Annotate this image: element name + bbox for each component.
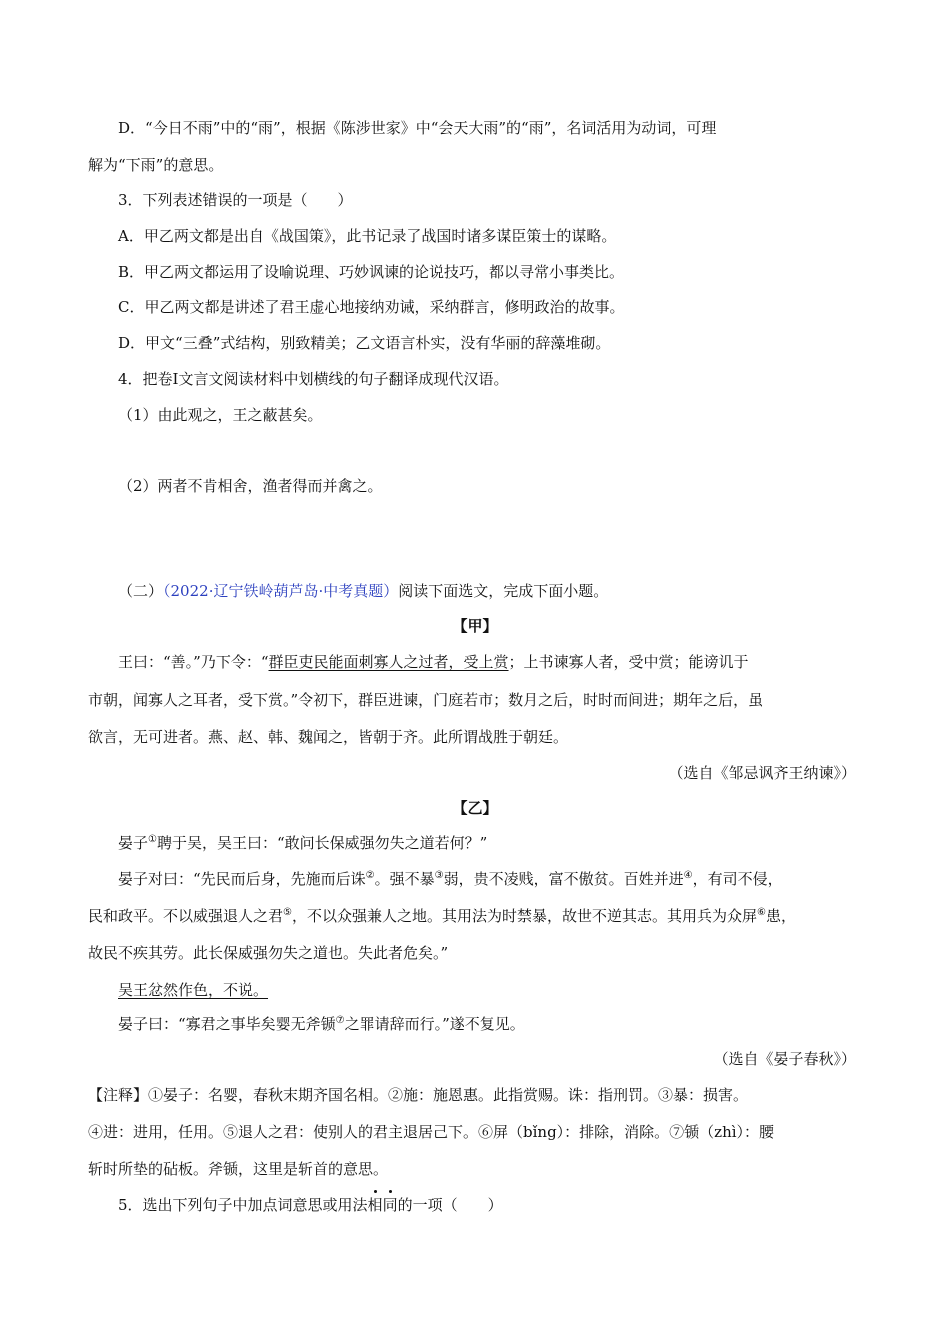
jia-source: （选自《邹忌讽齐王纳谏》） [668, 764, 856, 782]
note-ref-5: ⑤ [283, 907, 292, 918]
q2-option-d-line2: 解为“下雨”的意思。 [88, 156, 224, 174]
q4-stem: 4．把卷Ⅰ文言文阅读材料中划横线的句子翻译成现代汉语。 [118, 370, 509, 388]
note-ref-2: ② [365, 870, 375, 881]
note-ref-1: ① [148, 834, 157, 845]
notes-label: 【注释】 [88, 1086, 149, 1104]
yi-para3-c: 患， [765, 907, 796, 925]
q5-stem [118, 1195, 503, 1215]
q5-stem-b: 的一项（ ） [397, 1196, 503, 1214]
part2-source-link[interactable]: （2022·辽宁铁岭葫芦岛·中考真题） [163, 582, 399, 600]
part2-instruction: 阅读下面选文，完成下面小题。 [398, 582, 609, 600]
part2-heading [118, 581, 608, 601]
jia-line1-start: 王曰：“善。”乃下令：“ [118, 653, 269, 671]
notes-line1 [88, 1085, 748, 1105]
q4-sentence-2: （2）两者不肯相舍，渔者得而并禽之。 [118, 477, 383, 495]
yi-para3 [88, 906, 796, 926]
yi-para1-a: 晏子 [118, 834, 149, 852]
yi-para4: 故民不疾其劳。此长保威强勿失之道也。失此者危矣。” [88, 944, 449, 962]
q5-stem-a: 5．选出下列句子中加点词意思或用法 [118, 1196, 368, 1214]
yi-source: （选自《晏子春秋》） [713, 1050, 856, 1068]
yi-para2 [118, 869, 783, 889]
yi-para1 [118, 833, 487, 853]
q2-option-d-line1: D．“今日不雨”中的“雨”，根据《陈涉世家》中“会天大雨”的“雨”，名词活用为动词，可理 [118, 119, 717, 137]
note-ref-7: ⑦ [335, 1015, 345, 1026]
dotted-char-2: 同 [382, 1196, 398, 1214]
jia-underlined-sentence: 群臣吏民能面刺寡人之过者，受上赏 [268, 653, 509, 671]
jia-line2: 市朝，闻寡人之耳者，受下赏。”令初下，群臣进谏，门庭若市；数月之后，时时而间进；期年之后，虽 [88, 691, 764, 709]
notes-line3: 斩时所垫的砧板。斧锧，这里是斩首的意思。 [88, 1160, 389, 1178]
note-ref-3: ③ [434, 870, 444, 881]
yi-para2-d: ，有司不侵， [692, 870, 783, 888]
note-ref-4: ④ [683, 870, 693, 881]
q4-sentence-1: （1）由此观之，王之蔽甚矣。 [118, 406, 323, 424]
part2-prefix: （二） [118, 582, 164, 600]
yi-para3-a: 民和政平。不以威强退人之君 [88, 907, 284, 925]
yi-para6-a: 晏子曰：“寡君之事毕矣婴无斧锧 [118, 1015, 336, 1033]
jia-line3: 欲言，无可进者。燕、赵、韩、魏闻之，皆朝于齐。此所谓战胜于朝廷。 [88, 728, 569, 746]
notes-text1: ①晏子：名婴，春秋末期齐国名相。②施：施恩惠。此指赏赐。诛：指刑罚。③暴：损害。 [148, 1086, 749, 1104]
yi-para3-b: ，不以众强兼人之地。其用法为时禁暴，故世不逆其志。其用兵为众屏 [291, 907, 757, 925]
jia-line1 [118, 652, 749, 672]
yi-para1-b: 聘于吴，吴王曰：“敢问长保威强勿失之道若何？” [156, 834, 488, 852]
yi-para6 [118, 1014, 525, 1034]
yi-para6-b: 之罪请辞而行。”遂不复见。 [344, 1015, 525, 1033]
dotted-char-1: 相 [367, 1196, 383, 1214]
note-ref-6: ⑥ [757, 907, 766, 918]
yi-para2-c: 弱，贵不凌贱，富不傲贫。百姓并进 [443, 870, 684, 888]
jia-line1-end: ；上书谏寡人者，受中赏；能谤讥于 [508, 653, 749, 671]
notes-line2: ④进：进用，任用。⑤退人之君：使别人的君主退居己下。⑥屏（bǐng）：排除，消除。⑦锧（zhì）：腰 [88, 1123, 775, 1141]
jia-title: 【甲】 [452, 617, 498, 635]
q3-option-c: C．甲乙两文都是讲述了君王虚心地接纳劝诫，采纳群言，修明政治的故事。 [118, 298, 625, 316]
yi-para2-a: 晏子对曰：“先民而后身，先施而后诛 [118, 870, 366, 888]
yi-title: 【乙】 [452, 799, 498, 817]
q3-option-a: A．甲乙两文都是出自《战国策》，此书记录了战国时诸多谋臣策士的谋略。 [118, 227, 617, 245]
yi-para2-b: 。强不暴 [374, 870, 435, 888]
yi-para5-underlined: 吴王忿然作色，不说。 [118, 981, 269, 999]
q3-stem: 3．下列表述错误的一项是（ ） [118, 191, 353, 209]
q3-option-b: B．甲乙两文都运用了设喻说理、巧妙讽谏的论说技巧，都以寻常小事类比。 [118, 263, 625, 281]
q3-option-d: D．甲文“三叠”式结构，别致精美；乙文语言朴实，没有华丽的辞藻堆砌。 [118, 334, 611, 352]
